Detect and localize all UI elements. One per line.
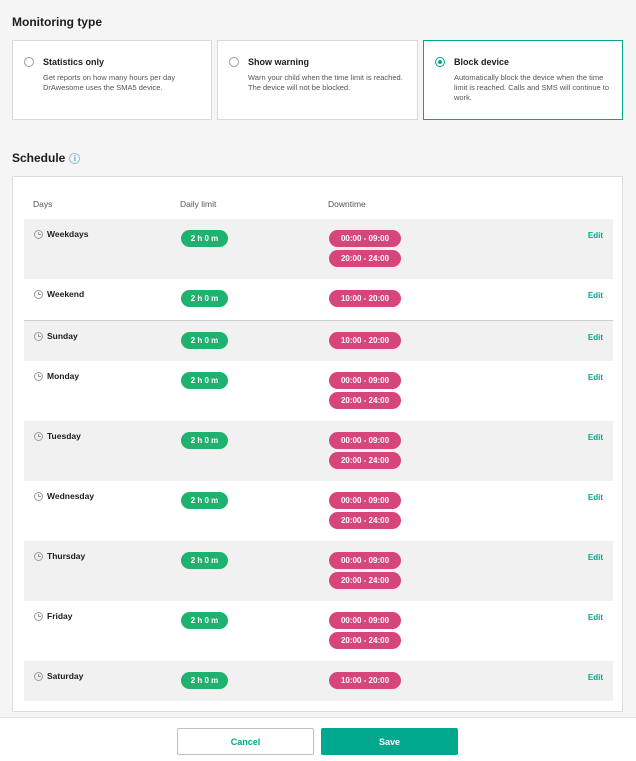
clock-icon <box>34 432 43 441</box>
day-name: Weekend <box>47 289 85 299</box>
downtime-pill: 00:00 - 09:00 <box>329 552 401 569</box>
clock-icon <box>34 290 43 299</box>
downtime-pill: 20:00 - 24:00 <box>329 572 401 589</box>
save-button[interactable]: Save <box>321 728 458 755</box>
clock-icon <box>34 672 43 681</box>
day-name: Monday <box>47 371 80 381</box>
day-cell <box>34 371 79 381</box>
table-row <box>24 601 613 661</box>
day-cell <box>34 551 85 561</box>
schedule-title <box>12 151 80 165</box>
day-cell <box>34 671 83 681</box>
monitoring-type-title: Monitoring type <box>12 15 102 29</box>
column-header-daily-limit: Daily limit <box>180 199 217 209</box>
option-description: Automatically block the device when the time limit is reached. Calls and SMS will continue to work. <box>454 73 610 102</box>
divider <box>24 320 613 321</box>
day-name: Thursday <box>47 551 86 561</box>
day-name: Sunday <box>47 331 78 341</box>
daily-limit-pill: 2 h 0 m <box>181 672 228 689</box>
table-row <box>24 481 613 541</box>
downtime-pill: 20:00 - 24:00 <box>329 512 401 529</box>
table-row <box>24 421 613 481</box>
daily-limit-pill: 2 h 0 m <box>181 552 228 569</box>
downtime-pill: 20:00 - 24:00 <box>329 632 401 649</box>
edit-link[interactable]: Edit <box>587 373 603 382</box>
daily-limit-pill: 2 h 0 m <box>181 290 228 307</box>
daily-limit-pill: 2 h 0 m <box>181 332 228 349</box>
day-cell <box>34 289 84 299</box>
schedule-title-text: Schedule <box>12 151 66 165</box>
downtime-pill: 00:00 - 09:00 <box>329 612 401 629</box>
table-row <box>24 361 613 421</box>
clock-icon <box>34 612 43 621</box>
edit-link[interactable]: Edit <box>587 433 603 442</box>
option-show-warning[interactable] <box>217 40 418 120</box>
clock-icon <box>34 552 43 561</box>
day-cell <box>34 491 94 501</box>
downtime-pill: 00:00 - 09:00 <box>329 432 401 449</box>
edit-link[interactable]: Edit <box>587 493 603 502</box>
table-row <box>24 219 613 279</box>
downtime-pill: 00:00 - 09:00 <box>329 230 401 247</box>
option-label: Show warning <box>248 57 310 67</box>
schedule-table <box>12 176 623 712</box>
option-statistics-only[interactable] <box>12 40 212 120</box>
edit-link[interactable]: Edit <box>587 553 603 562</box>
option-label: Block device <box>454 57 510 67</box>
column-header-days: Days <box>33 199 53 209</box>
downtime-pill: 00:00 - 09:00 <box>329 492 401 509</box>
edit-link[interactable]: Edit <box>587 613 603 622</box>
info-icon[interactable]: i <box>69 153 80 164</box>
table-row <box>24 321 613 361</box>
day-name: Weekdays <box>47 229 89 239</box>
edit-link[interactable]: Edit <box>587 333 603 342</box>
table-row <box>24 661 613 701</box>
daily-limit-pill: 2 h 0 m <box>181 492 228 509</box>
cancel-button[interactable]: Cancel <box>177 728 314 755</box>
option-block-device[interactable] <box>423 40 623 120</box>
table-row <box>24 541 613 601</box>
downtime-pill: 10:00 - 20:00 <box>329 332 401 349</box>
edit-link[interactable]: Edit <box>587 231 603 240</box>
option-label: Statistics only <box>43 57 105 67</box>
day-name: Saturday <box>47 671 84 681</box>
radio-block-device[interactable] <box>435 57 445 67</box>
table-row <box>24 279 613 319</box>
column-header-downtime: Downtime <box>328 199 366 209</box>
day-name: Tuesday <box>47 431 81 441</box>
downtime-pill: 10:00 - 20:00 <box>329 290 401 307</box>
clock-icon <box>34 492 43 501</box>
daily-limit-pill: 2 h 0 m <box>181 372 228 389</box>
radio-statistics-only[interactable] <box>24 57 34 67</box>
daily-limit-pill: 2 h 0 m <box>181 230 228 247</box>
clock-icon <box>34 230 43 239</box>
day-name: Friday <box>47 611 73 621</box>
radio-show-warning[interactable] <box>229 57 239 67</box>
downtime-pill: 20:00 - 24:00 <box>329 452 401 469</box>
clock-icon <box>34 372 43 381</box>
edit-link[interactable]: Edit <box>587 673 603 682</box>
daily-limit-pill: 2 h 0 m <box>181 432 228 449</box>
day-cell <box>34 331 78 341</box>
downtime-pill: 20:00 - 24:00 <box>329 250 401 267</box>
clock-icon <box>34 332 43 341</box>
day-cell <box>34 611 73 621</box>
day-cell <box>34 431 81 441</box>
downtime-pill: 00:00 - 09:00 <box>329 372 401 389</box>
day-cell <box>34 229 88 239</box>
option-description: Warn your child when the time limit is reached. The device will not be blocked. <box>248 73 403 92</box>
footer-bar <box>0 717 636 761</box>
edit-link[interactable]: Edit <box>587 291 603 300</box>
day-name: Wednesday <box>47 491 95 501</box>
daily-limit-pill: 2 h 0 m <box>181 612 228 629</box>
downtime-pill: 10:00 - 20:00 <box>329 672 401 689</box>
downtime-pill: 20:00 - 24:00 <box>329 392 401 409</box>
option-description: Get reports on how many hours per day DrAwesome uses the SMA5 device. <box>43 73 176 92</box>
